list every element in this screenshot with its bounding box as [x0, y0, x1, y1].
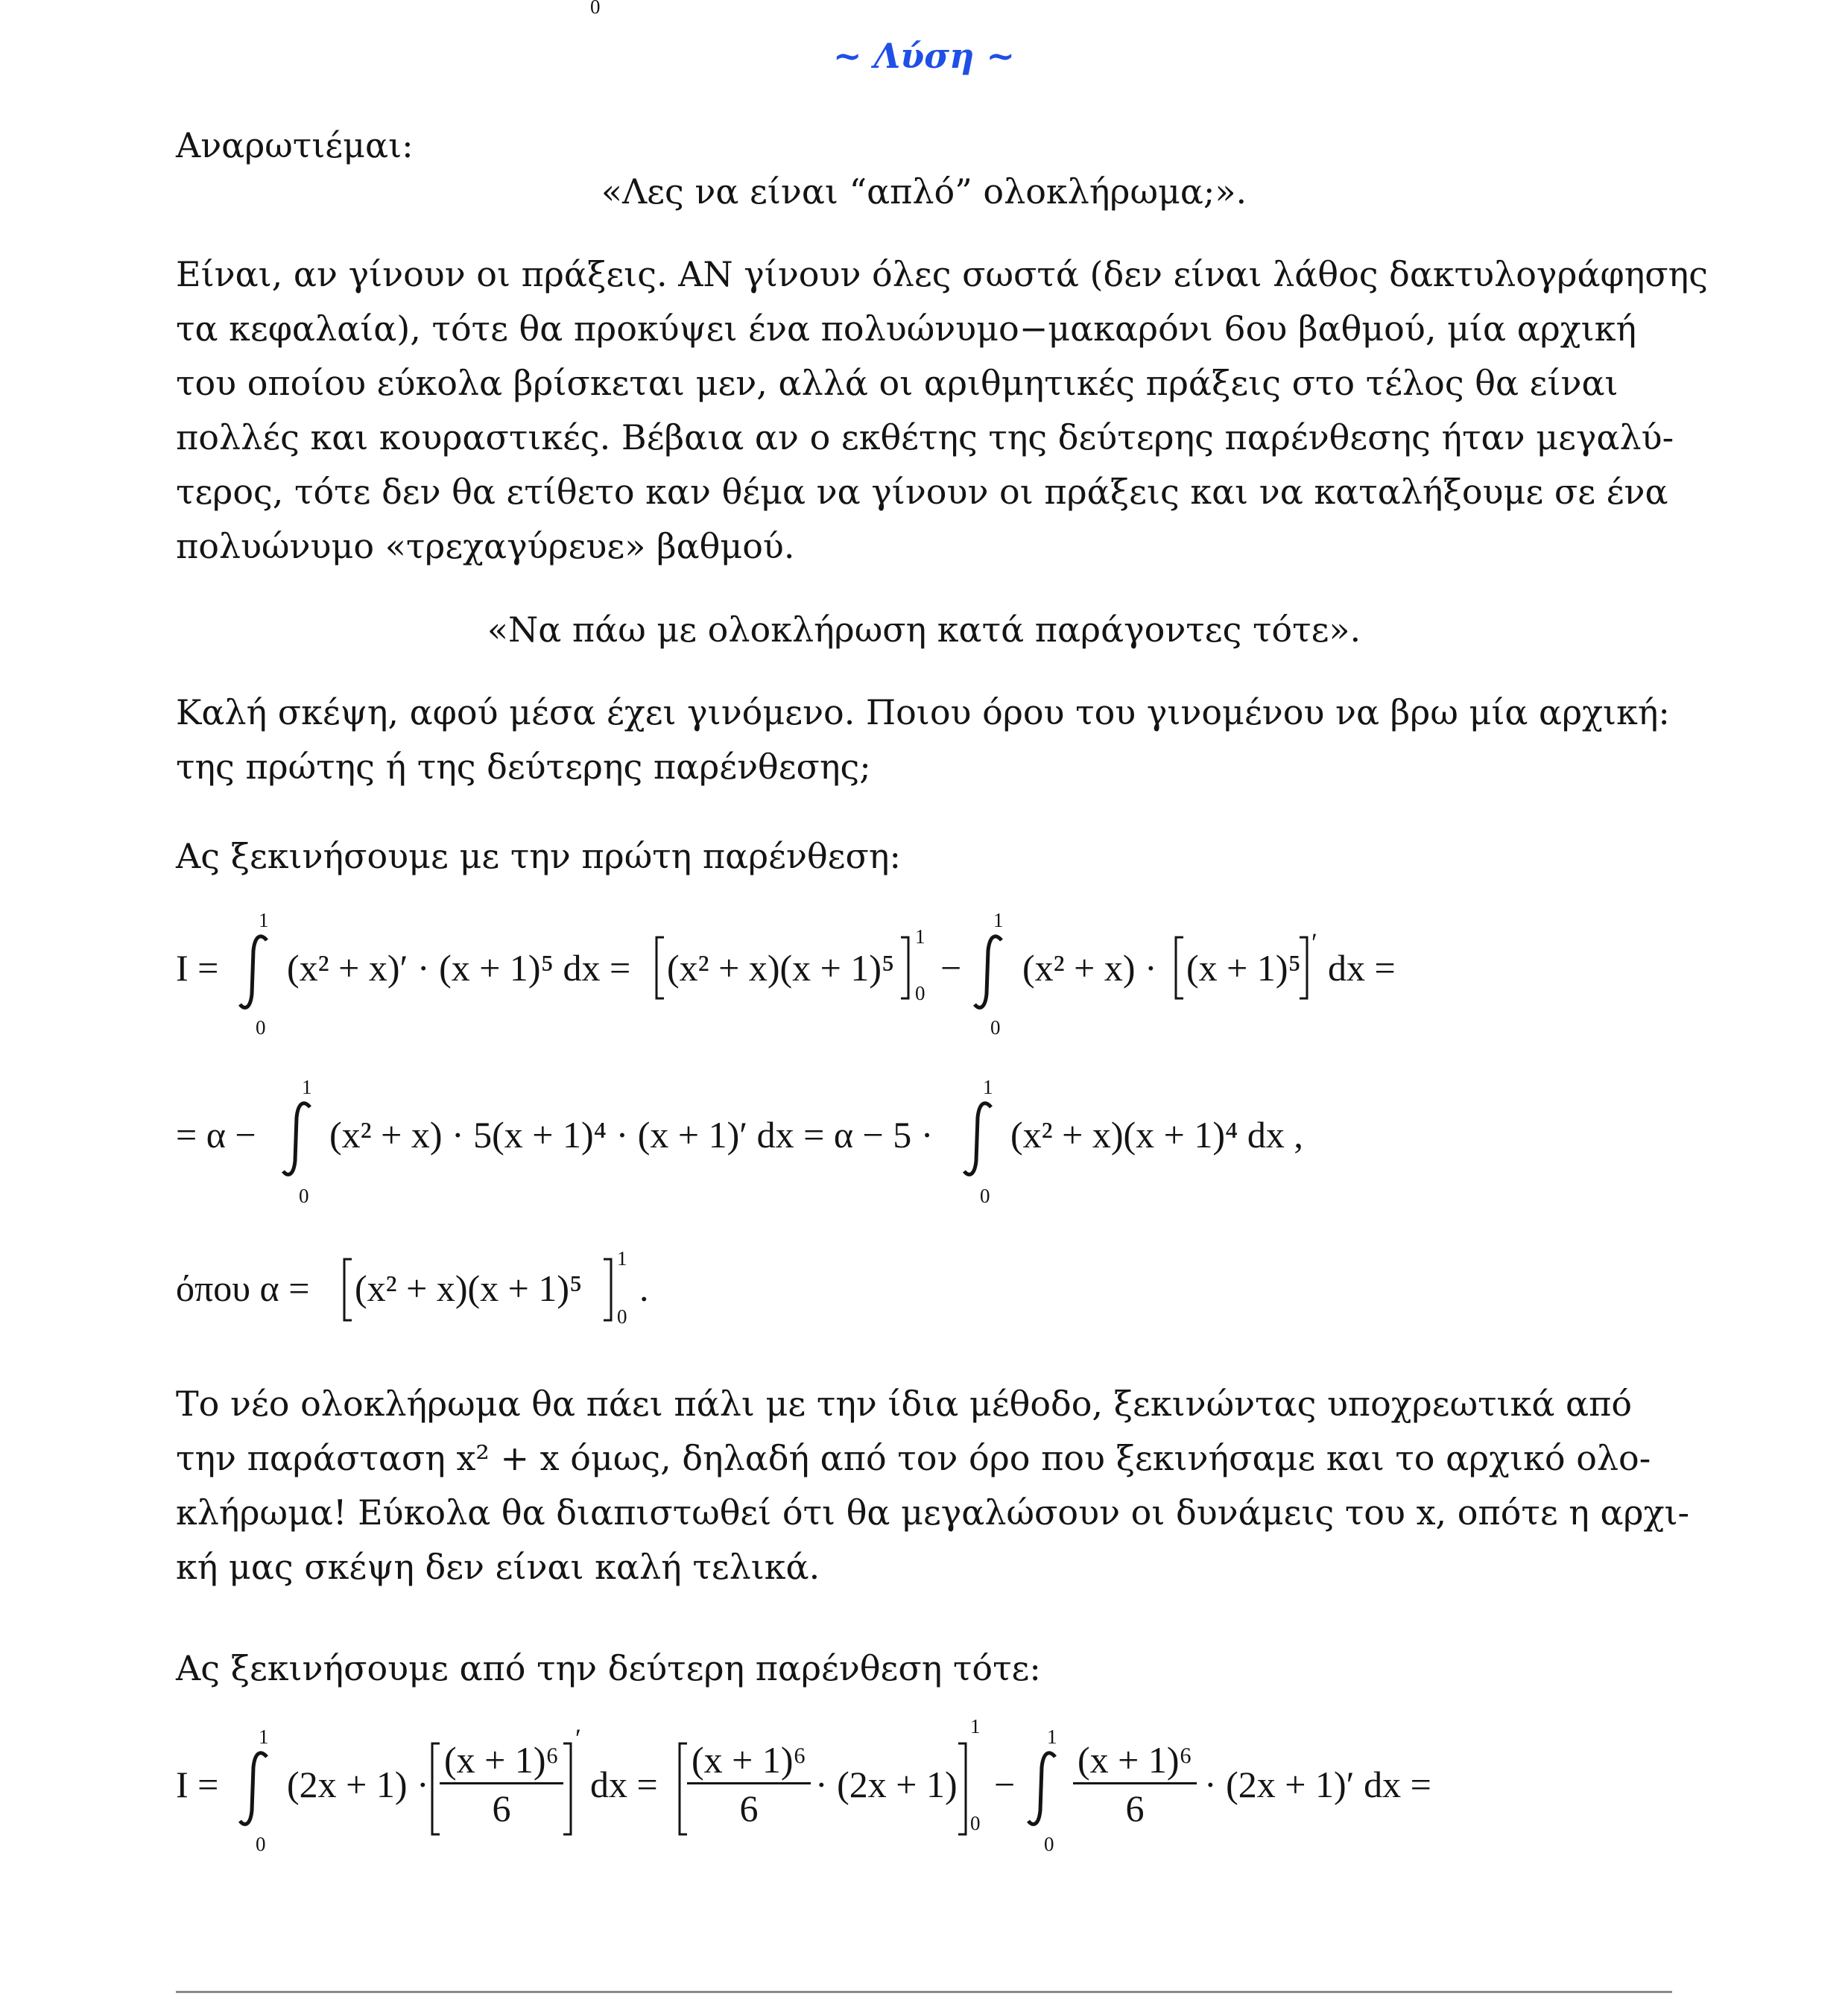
lower-limit: 0 — [1044, 1833, 1054, 1855]
left-bracket — [340, 1256, 355, 1323]
integral-sign — [972, 931, 1009, 1013]
paragraph-1 — [176, 247, 1709, 574]
fraction — [440, 1738, 563, 1832]
left-bracket — [1171, 934, 1186, 1001]
upper-limit: 1 — [993, 909, 1004, 931]
eq3-end: . — [639, 1267, 649, 1309]
right-bracket — [955, 1740, 970, 1837]
paragraph-line: τερος, τότε δεν θα ετίθετο καν θέμα να γίνουν οι πράξεις και να καταλήξουμε σε ένα — [176, 472, 1668, 512]
eq4-dx: dx = — [590, 1764, 658, 1805]
paragraph-line: την παράσταση x² + x όμως, δηλαδή από τον όρο που ξεκινήσαμε και το αρχικό ολο- — [176, 1438, 1651, 1478]
eq2-integrand: (x² + x) · 5(x + 1)⁴ · (x + 1)′ dx = α − 5 · — [329, 1114, 934, 1156]
eq1-bracket-content-2: (x + 1)⁵ — [1186, 947, 1301, 989]
fraction — [687, 1738, 811, 1832]
eq4-bracket-tail: · (2x + 1) — [815, 1764, 958, 1805]
minus-sign: − — [994, 1764, 1016, 1805]
page-title: ~ Λύση ~ — [832, 36, 1016, 76]
intro-label: Αναρωτιέμαι: — [176, 125, 414, 165]
page-fragment-zero: 0 — [590, 0, 601, 18]
paragraph-line: της πρώτης ή της δεύτερης παρένθεσης; — [176, 747, 871, 787]
eq1-end: dx = — [1328, 947, 1396, 989]
integral-sign — [237, 1748, 274, 1830]
lower-limit: 0 — [256, 1833, 266, 1855]
lower-limit: 0 — [256, 1016, 266, 1039]
bracket-lower-limit: 0 — [915, 982, 925, 1004]
lower-limit: 0 — [980, 1185, 990, 1207]
right-bracket — [560, 1740, 575, 1837]
quote-parts: «Να πάω με ολοκλήρωση κατά παράγοντες τότε». — [487, 609, 1361, 650]
bracket-upper-limit: 1 — [970, 1715, 981, 1738]
upper-limit: 1 — [259, 909, 269, 931]
bracket-lower-limit: 0 — [970, 1812, 981, 1834]
upper-limit: 1 — [302, 1076, 312, 1098]
bracket-lower-limit: 0 — [617, 1305, 627, 1328]
paragraph-3: Ας ξεκινήσουμε με την πρώτη παρένθεση: — [176, 836, 901, 876]
paragraph-2 — [176, 685, 1670, 794]
paragraph-5: Ας ξεκινήσουμε από την δεύτερη παρένθεση τότε: — [176, 1648, 1041, 1688]
lower-limit: 0 — [990, 1016, 1001, 1039]
eq3-lhs: όπου α = — [176, 1267, 310, 1309]
right-bracket — [898, 934, 913, 1001]
eq1-lhs: I = — [176, 947, 219, 989]
fraction-denominator: 6 — [1125, 1787, 1145, 1829]
eq2-integrand-2: (x² + x)(x + 1)⁴ dx , — [1010, 1114, 1303, 1156]
paragraph-line: κή μας σκέψη δεν είναι καλή τελικά. — [176, 1547, 820, 1587]
eq3-bracket-content: (x² + x)(x + 1)⁵ — [355, 1267, 583, 1309]
upper-limit: 1 — [983, 1076, 993, 1098]
upper-limit: 1 — [259, 1726, 269, 1748]
paragraph-line: πολυώνυμο «τρεχαγύρευε» βαθμού. — [176, 526, 795, 566]
integral-sign — [1025, 1748, 1063, 1830]
fraction-numerator: (x + 1)⁶ — [1073, 1738, 1197, 1784]
fraction — [1073, 1738, 1197, 1832]
paragraph-line: Καλή σκέψη, αφού μέσα έχει γινόμενο. Ποιου όρου του γινομένου να βρω μία αρχική: — [176, 692, 1670, 732]
eq4-lhs: I = — [176, 1764, 219, 1805]
eq4-end: · (2x + 1)′ dx = — [1204, 1764, 1431, 1805]
eq2-lhs: = α − — [176, 1114, 256, 1156]
paragraph-line: Το νέο ολοκλήρωμα θα πάει πάλι με την ίδια μέθοδο, ξεκινώντας υποχρεωτικά από — [176, 1384, 1633, 1424]
integral-sign — [237, 931, 274, 1013]
eq1-integrand-2: (x² + x) · — [1022, 947, 1157, 989]
prime-mark: ′ — [575, 1723, 581, 1753]
paragraph-line: Είναι, αν γίνουν οι πράξεις. ΑΝ γίνουν όλες σωστά (δεν είναι λάθος δακτυλογράφησης — [176, 254, 1709, 294]
bracket-upper-limit: 1 — [915, 925, 925, 948]
fraction-denominator: 6 — [492, 1787, 511, 1829]
page-divider — [176, 1991, 1672, 1993]
paragraph-line: κλήρωμα! Εύκολα θα διαπιστωθεί ότι θα μεγαλώσουν οι δυνάμεις του x, οπότε η αρχι- — [176, 1492, 1690, 1533]
prime-mark: ′ — [1311, 928, 1317, 957]
lower-limit: 0 — [299, 1185, 309, 1207]
eq4-integrand: (2x + 1) · — [287, 1764, 429, 1805]
right-bracket — [1297, 934, 1311, 1001]
eq1-integrand: (x² + x)′ · (x + 1)⁵ dx = — [287, 947, 631, 989]
right-bracket — [601, 1256, 616, 1323]
integral-sign — [961, 1098, 999, 1180]
fraction-denominator: 6 — [739, 1787, 759, 1829]
minus-sign: − — [940, 947, 962, 989]
eq1-bracket-content: (x² + x)(x + 1)⁵ — [667, 947, 895, 989]
fraction-numerator: (x + 1)⁶ — [687, 1738, 811, 1784]
fraction-numerator: (x + 1)⁶ — [440, 1738, 563, 1784]
left-bracket — [652, 934, 667, 1001]
paragraph-line: τα κεφαλαία), τότε θα προκύψει ένα πολυώνυμο−μακαρόνι 6ου βαθμού, μία αρχική — [176, 308, 1637, 349]
paragraph-line: πολλές και κουραστικές. Βέβαια αν ο εκθέτης της δεύτερης παρένθεσης ήταν μεγαλύ- — [176, 417, 1674, 457]
bracket-upper-limit: 1 — [617, 1247, 627, 1270]
upper-limit: 1 — [1047, 1726, 1057, 1748]
paragraph-4 — [176, 1377, 1690, 1594]
paragraph-line: του οποίου εύκολα βρίσκεται μεν, αλλά οι αριθμητικές πράξεις στο τέλος θα είναι — [176, 363, 1618, 403]
intro-quote: «Λες να είναι “απλό” ολοκλήρωμα;». — [601, 171, 1247, 212]
integral-sign — [280, 1098, 317, 1180]
